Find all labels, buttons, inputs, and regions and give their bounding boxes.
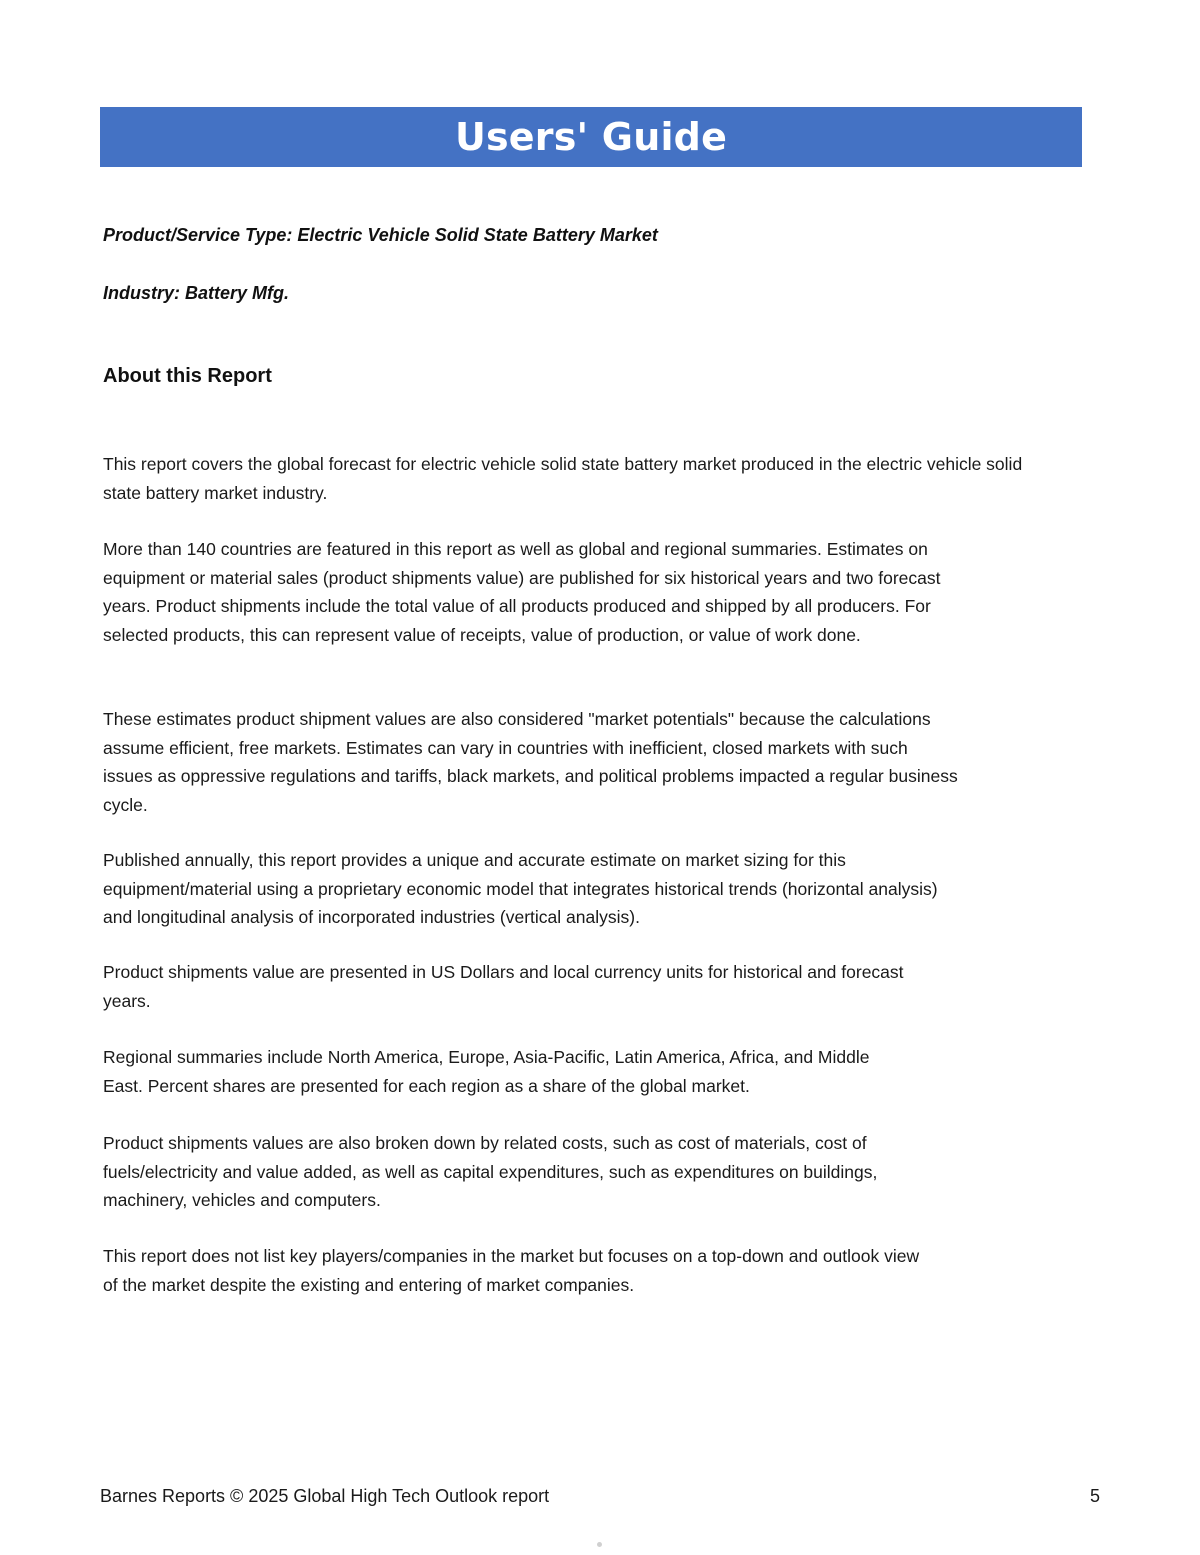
footer-text: Barnes Reports © 2025 Global High Tech Outlook report — [100, 1486, 550, 1506]
page-title: Users' Guide — [454, 115, 728, 159]
paragraph-countries: More than 140 countries are featured in this report as well as global and regional summaries. Estimates on equipment or material sales (product shipments value) are published for six historical years and two forecast years. Product shipments include the total value of all products produced and shipped by all producers. For selected products, this can represent value of receipts, value of production, or value of work done. — [103, 539, 941, 645]
paragraph-intro: This report covers the global forecast for electric vehicle solid state battery market produced in the electric vehicle solid state battery market industry. — [103, 454, 1023, 503]
paragraph-published: Published annually, this report provides a unique and accurate estimate on market sizing for this equipment/material using a proprietary economic model that integrates historical trends (horizontal analysis) and longitudinal analysis of incorporated industries (vertical analysis). — [103, 850, 938, 927]
paragraph-regional: Regional summaries include North America, Europe, Asia-Pacific, Latin America, Africa, and Middle East. Percent shares are presented for each region as a share of the global market. — [103, 1047, 870, 1096]
paragraph-players: This report does not list key players/companies in the market but focuses on a top-down and outlook view of the market despite the existing and entering of market companies. — [103, 1246, 920, 1295]
page-number: 5 — [1089, 1486, 1100, 1506]
industry: Industry: Battery Mfg. — [103, 283, 290, 303]
paragraph-costs: Product shipments values are also broken down by related costs, such as cost of materials, cost of fuels/electricity and value added, as well as capital expenditures, such as expenditures on buildings, machinery, vehicles and computers. — [103, 1133, 878, 1210]
page-indicator-dot — [597, 1542, 602, 1547]
product-type: Product/Service Type: Electric Vehicle Solid State Battery Market — [103, 225, 658, 245]
paragraph-currency: Product shipments value are presented in US Dollars and local currency units for historical and forecast years. — [103, 962, 904, 1011]
section-heading: About this Report — [103, 365, 272, 387]
title-banner — [100, 107, 1082, 167]
paragraph-estimates: These estimates product shipment values are also considered "market potentials" because the calculations assume efficient, free markets. Estimates can vary in countries with inefficient, closed markets with such issues as oppressive regulations and tariffs, black markets, and political problems impacted a regular business cycle. — [103, 709, 958, 815]
